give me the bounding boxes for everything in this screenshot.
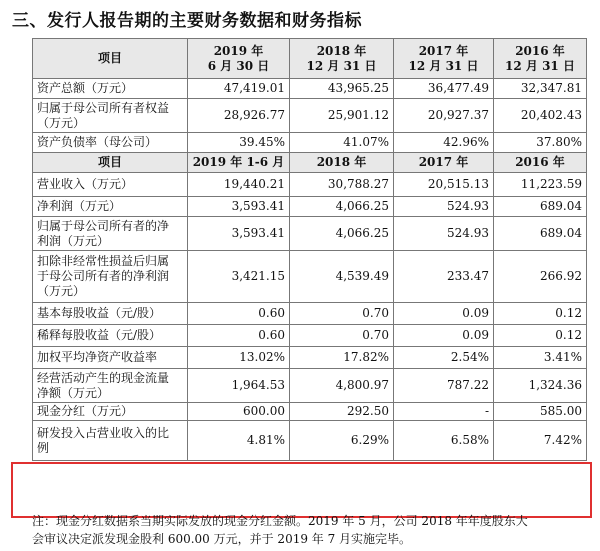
value-cell: 6.29% — [290, 421, 394, 461]
value-cell: 1,324.36 — [494, 369, 587, 403]
value-cell: 0.12 — [494, 303, 587, 325]
footnote-line: 会审议决定派发现金股利 600.00 万元，并于 2019 年 7 月实施完毕。 — [32, 532, 412, 546]
section-heading: 三、发行人报告期的主要财务数据和财务指标 — [12, 11, 362, 31]
cell-line: 例 — [37, 440, 50, 455]
cell-line: 归属于母公司所有者的净 — [37, 218, 170, 233]
cell-line: （万元） — [37, 115, 86, 130]
value-cell: 0.70 — [290, 325, 394, 347]
cell-line: 12 月 31 日 — [306, 58, 377, 73]
financial-data-table — [32, 38, 587, 461]
cell-line: 扣除非经常性损益后归属 — [37, 254, 170, 268]
cell-line: 2016 年 — [515, 43, 565, 58]
value-cell: 266.92 — [494, 251, 587, 303]
table-row — [33, 303, 587, 325]
header-period-cell: 2018 年 — [290, 153, 394, 173]
value-cell: 28,926.77 — [188, 99, 290, 133]
value-cell: 585.00 — [494, 403, 587, 421]
value-cell: 25,901.12 — [290, 99, 394, 133]
value-cell: 20,515.13 — [394, 173, 494, 197]
value-cell: 13.02% — [188, 347, 290, 369]
value-cell: 1,964.53 — [188, 369, 290, 403]
value-cell: 36,477.49 — [394, 79, 494, 99]
value-cell: 0.09 — [394, 303, 494, 325]
row-label — [33, 79, 188, 99]
header-item-cell: 项目 — [33, 153, 188, 173]
header-row-balance — [33, 39, 587, 79]
highlight-box — [11, 462, 592, 518]
row-label — [33, 251, 188, 303]
table-row — [33, 79, 587, 99]
value-cell: 0.70 — [290, 303, 394, 325]
value-cell: 17.82% — [290, 347, 394, 369]
cell-line: 于母公司所有者的净利润 — [37, 269, 170, 283]
value-cell: 689.04 — [494, 197, 587, 217]
table-row — [33, 251, 587, 303]
value-cell: 4,800.97 — [290, 369, 394, 403]
value-cell: 7.42% — [494, 421, 587, 461]
cell-line: 2017 年 — [418, 43, 469, 58]
row-label — [33, 133, 188, 153]
table-row — [33, 347, 587, 369]
cell-line: 12 月 31 日 — [408, 58, 479, 73]
value-cell: 43,965.25 — [290, 79, 394, 99]
header-period-cell: 2017 年 — [394, 153, 494, 173]
row-label — [33, 403, 188, 421]
value-cell: 4.81% — [188, 421, 290, 461]
cell-line: 加权平均净资产收益率 — [37, 350, 158, 364]
value-cell: 19,440.21 — [188, 173, 290, 197]
header-date-cell — [494, 39, 587, 79]
table-row — [33, 421, 587, 461]
row-label — [33, 347, 188, 369]
cell-line: 资产负债率（母公司） — [37, 135, 158, 149]
value-cell: 233.47 — [394, 251, 494, 303]
value-cell: 292.50 — [290, 403, 394, 421]
value-cell: 0.12 — [494, 325, 587, 347]
table-row — [33, 173, 587, 197]
cell-line: 现金分红（万元） — [37, 404, 134, 418]
value-cell: 37.80% — [494, 133, 587, 153]
table-row — [33, 369, 587, 403]
footnote — [32, 512, 592, 548]
value-cell: 600.00 — [188, 403, 290, 421]
value-cell: - — [394, 403, 494, 421]
cell-line: 12 月 31 日 — [505, 58, 575, 73]
table-row — [33, 403, 587, 421]
row-label — [33, 99, 188, 133]
header-period-cell: 2019 年 1-6 月 — [188, 153, 290, 173]
cell-line: 利润（万元） — [37, 233, 110, 248]
header-item-cell: 项目 — [33, 39, 188, 79]
value-cell: 3,421.15 — [188, 251, 290, 303]
row-label — [33, 421, 188, 461]
cell-line: 研发投入占营业收入的比 — [37, 425, 170, 440]
row-label — [33, 303, 188, 325]
footnote-line: 注：现金分红数据系当期实际发放的现金分红金额。2019 年 5 月，公司 2018 年年度股东大 — [32, 514, 528, 528]
value-cell: 3,593.41 — [188, 217, 290, 251]
value-cell: 47,419.01 — [188, 79, 290, 99]
table-row — [33, 133, 587, 153]
cell-line: 净额（万元） — [37, 385, 110, 400]
value-cell: 20,927.37 — [394, 99, 494, 133]
cell-line: 稀释每股收益（元/股） — [37, 328, 162, 342]
value-cell: 41.07% — [290, 133, 394, 153]
value-cell: 11,223.59 — [494, 173, 587, 197]
row-label — [33, 173, 188, 197]
table-row — [33, 197, 587, 217]
value-cell: 4,066.25 — [290, 217, 394, 251]
value-cell: 4,066.25 — [290, 197, 394, 217]
cell-line: 基本每股收益（元/股） — [37, 306, 162, 320]
value-cell: 787.22 — [394, 369, 494, 403]
value-cell: 42.96% — [394, 133, 494, 153]
header-date-cell — [188, 39, 290, 79]
row-label — [33, 325, 188, 347]
value-cell: 32,347.81 — [494, 79, 587, 99]
value-cell: 524.93 — [394, 197, 494, 217]
header-date-cell — [394, 39, 494, 79]
table-row — [33, 99, 587, 133]
cell-line: 2019 年 — [213, 43, 264, 58]
value-cell: 20,402.43 — [494, 99, 587, 133]
row-label — [33, 217, 188, 251]
value-cell: 2.54% — [394, 347, 494, 369]
table-row — [33, 325, 587, 347]
value-cell: 0.60 — [188, 303, 290, 325]
row-label — [33, 197, 188, 217]
row-label — [33, 369, 188, 403]
header-period-cell: 2016 年 — [494, 153, 587, 173]
cell-line: 6 月 30 日 — [207, 58, 270, 73]
cell-line: 资产总额（万元） — [37, 81, 134, 95]
value-cell: 30,788.27 — [290, 173, 394, 197]
header-date-cell — [290, 39, 394, 79]
cell-line: （万元） — [37, 284, 86, 298]
cell-line: 归属于母公司所有者权益 — [37, 100, 170, 115]
value-cell: 39.45% — [188, 133, 290, 153]
value-cell: 524.93 — [394, 217, 494, 251]
value-cell: 3.41% — [494, 347, 587, 369]
value-cell: 689.04 — [494, 217, 587, 251]
cell-line: 2018 年 — [316, 43, 367, 58]
value-cell: 3,593.41 — [188, 197, 290, 217]
value-cell: 0.09 — [394, 325, 494, 347]
cell-line: 营业收入（万元） — [37, 177, 134, 191]
value-cell: 4,539.49 — [290, 251, 394, 303]
table-row — [33, 217, 587, 251]
value-cell: 6.58% — [394, 421, 494, 461]
cell-line: 净利润（万元） — [37, 199, 122, 213]
cell-line: 经营活动产生的现金流量 — [37, 370, 170, 385]
value-cell: 0.60 — [188, 325, 290, 347]
header-row-income — [33, 153, 587, 173]
